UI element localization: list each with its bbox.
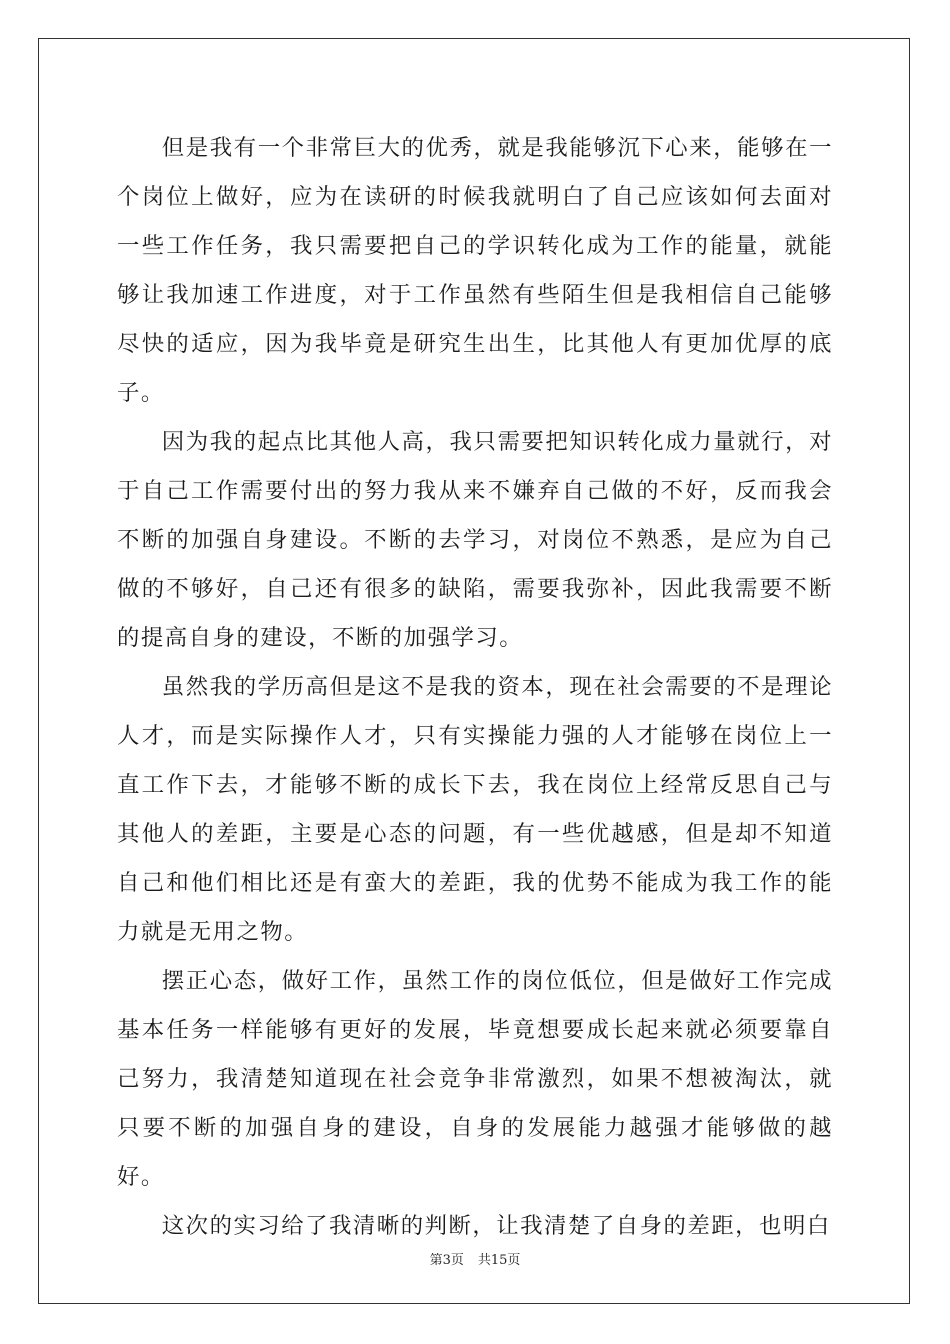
document-body [117,124,833,1251]
paragraph: 这次的实习给了我清晰的判断，让我清楚了自身的差距，也明白 [161,1213,831,1239]
paragraph: 摆正心态，做好工作，虽然工作的岗位低位，但是做好工作完成基本任务一样能够有更好的发展，毕竟想要成长起来就必须要靠自己努力，我清楚知道现在社会竞争非常激烈，如果不想被淘汰，就只要不断的加强自身的建设，自身的发展能力越强才能够做的越好。 [117,968,833,1190]
page-total: 共15页 [477,1253,521,1268]
page-footer [0,1249,950,1268]
paragraph: 因为我的起点比其他人高，我只需要把知识转化成力量就行，对于自己工作需要付出的努力我从来不嫌弃自己做的不好，反而我会不断的加强自身建设。不断的去学习，对岗位不熟悉，是应为自己做的不够好，自己还有很多的缺陷，需要我弥补，因此我需要不断的提高自身的建设，不断的加强学习。 [117,429,833,651]
page-number: 第3页 [429,1253,464,1268]
paragraph: 但是我有一个非常巨大的优秀，就是我能够沉下心来，能够在一个岗位上做好，应为在读研的时候我就明白了自己应该如何去面对一些工作任务，我只需要把自己的学识转化成为工作的能量，就能够让我加速工作进度，对于工作虽然有些陌生但是我相信自己能够尽快的适应，因为我毕竟是研究生出生，比其他人有更加优厚的底子。 [117,135,833,406]
paragraph: 虽然我的学历高但是这不是我的资本，现在社会需要的不是理论人才，而是实际操作人才，只有实操能力强的人才能够在岗位上一直工作下去，才能够不断的成长下去，我在岗位上经常反思自己与其他人的差距，主要是心态的问题，有一些优越感，但是却不知道自己和他们相比还是有蛮大的差距，我的优势不能成为我工作的能力就是无用之物。 [117,674,833,945]
